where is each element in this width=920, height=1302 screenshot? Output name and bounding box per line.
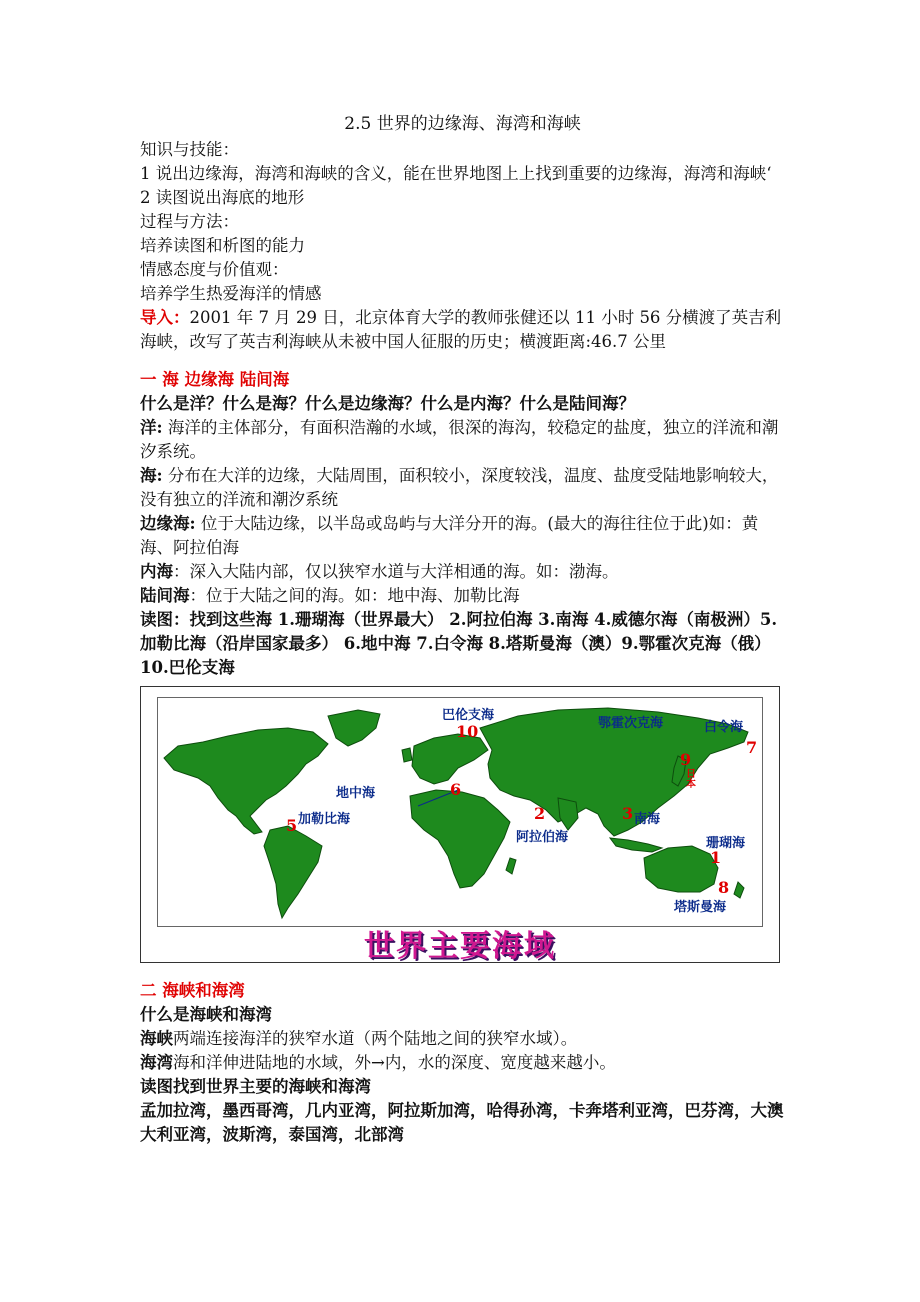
strait-label: 海峡 [140, 1029, 173, 1048]
europe-landmass [412, 734, 488, 784]
bay-list: 孟加拉湾，墨西哥湾，几内亚湾，阿拉斯加湾，哈得孙湾，卡奔塔利亚湾，巴芬湾，大澳大利亚湾，波斯湾，泰国湾，北部湾 [140, 1101, 784, 1144]
label-barents: 巴伦支海 [442, 708, 495, 723]
read-map-straits: 读图找到世界主要的海峡和海湾 [140, 1077, 371, 1096]
document-page [140, 108, 785, 1147]
read-map-seas: 读图：找到这些海 1.珊瑚海（世界最大） 2.阿拉伯海 3.南海 4.威德尔海（南极洲）5.加勒比海（沿岸国家最多） 6.地中海 7.白令海 8.塔斯曼海（澳）9.鄂霍次克海（俄）10.巴伦支海 [140, 610, 778, 677]
new-zealand-landmass [734, 882, 744, 898]
knowledge-item-2: 2 读图说出海底的地形 [140, 188, 305, 207]
label-tasman: 塔斯曼海 [674, 900, 727, 915]
marginal-sea-definition [140, 512, 785, 560]
strait-definition [140, 1027, 785, 1051]
strait-text: 两端连接海洋的狭窄水道（两个陆地之间的狭窄水域）。 [173, 1029, 578, 1048]
inland-text: ：深入大陆内部，仅以狭窄水道与大洋相通的海。如：渤海。 [173, 562, 619, 581]
bay-definition [140, 1051, 785, 1075]
label-south-china: 南海 [634, 812, 661, 827]
number-2: 2 [534, 804, 546, 823]
knowledge-item-1: 1 说出边缘海，海湾和海峡的含义，能在世界地图上上找到重要的边缘海，海湾和海峡‘ [140, 164, 772, 183]
number-3: 3 [622, 804, 634, 823]
number-1: 1 [710, 848, 722, 867]
africa-landmass [410, 790, 510, 888]
sea-text: 分布在大洋的边缘，大陆周围，面积较小，深度较浅，温度、盐度受陆地影响较大，没有独立的洋流和潮汐系统 [140, 466, 779, 509]
map-title: 世界主要海域 [364, 929, 556, 964]
number-9: 9 [680, 750, 692, 769]
intro-paragraph [140, 306, 785, 354]
number-7: 7 [746, 738, 758, 757]
intercontinental-sea-definition [140, 584, 785, 608]
section1-heading: 一 海 边缘海 陆间海 [140, 370, 290, 389]
south-america-landmass [264, 826, 322, 918]
intro-label: 导入： [140, 308, 190, 327]
australia-landmass [644, 846, 718, 892]
label-okhotsk: 鄂霍次克海 [598, 716, 664, 731]
number-10: 10 [456, 722, 479, 741]
label-japan: 日本 [686, 769, 696, 790]
process-heading: 过程与方法： [140, 212, 239, 231]
bay-text: 海和洋伸进陆地的水域，外→内，水的深度、宽度越来越小。 [173, 1053, 616, 1072]
section2-heading: 二 海峡和海湾 [140, 981, 245, 1000]
section2-question: 什么是海峡和海湾 [140, 1005, 272, 1024]
label-mediterranean: 地中海 [336, 786, 376, 801]
ocean-text: 海洋的主体部分，有面积浩瀚的水域，很深的海沟，较稳定的盐度，独立的洋流和潮汐系统。 [140, 418, 779, 461]
sea-label: 海: [140, 466, 163, 485]
page-title: 2.5 世界的边缘海、海湾和海峡 [344, 114, 581, 134]
emotion-item: 培养学生热爱海洋的情感 [140, 284, 322, 303]
marginal-text: 位于大陆边缘，以半岛或岛屿与大洋分开的海。(最大的海往往位于此)如：黄海、阿拉伯海 [140, 514, 759, 557]
number-5: 5 [286, 816, 298, 835]
marginal-label: 边缘海: [140, 514, 196, 533]
inland-sea-definition [140, 560, 785, 584]
label-coral: 珊瑚海 [706, 836, 746, 851]
emotion-heading: 情感态度与价值观： [140, 260, 289, 279]
inter-label: 陆间海 [140, 586, 190, 605]
intro-text: 2001 年 7 月 29 日，北京体育大学的教师张健还以 11 小时 56 分横渡了英吉利海峡，改写了英吉利海峡从未被中国人征服的历史；横渡距离:46.7 公里 [140, 308, 782, 351]
inland-label: 内海 [140, 562, 173, 581]
ocean-label: 洋: [140, 418, 163, 437]
map-area [157, 697, 763, 927]
greenland-landmass [328, 710, 380, 746]
indonesia-landmass [610, 838, 662, 852]
label-arabian: 阿拉伯海 [516, 830, 569, 845]
world-seas-map [140, 686, 780, 963]
number-6: 6 [450, 780, 462, 799]
label-caribbean: 加勒比海 [298, 812, 351, 827]
knowledge-heading: 知识与技能： [140, 140, 239, 159]
bay-label: 海湾 [140, 1053, 173, 1072]
britain-landmass [402, 748, 412, 762]
section1-question: 什么是洋？什么是海？什么是边缘海？什么是内海？什么是陆间海？ [140, 394, 635, 413]
label-bering: 白令海 [704, 720, 744, 735]
process-item: 培养读图和析图的能力 [140, 236, 305, 255]
number-8: 8 [718, 878, 730, 897]
sea-definition [140, 464, 785, 512]
ocean-definition [140, 416, 785, 464]
inter-text: ：位于大陆之间的海。如：地中海、加勒比海 [189, 586, 520, 605]
madagascar-landmass [506, 858, 516, 874]
